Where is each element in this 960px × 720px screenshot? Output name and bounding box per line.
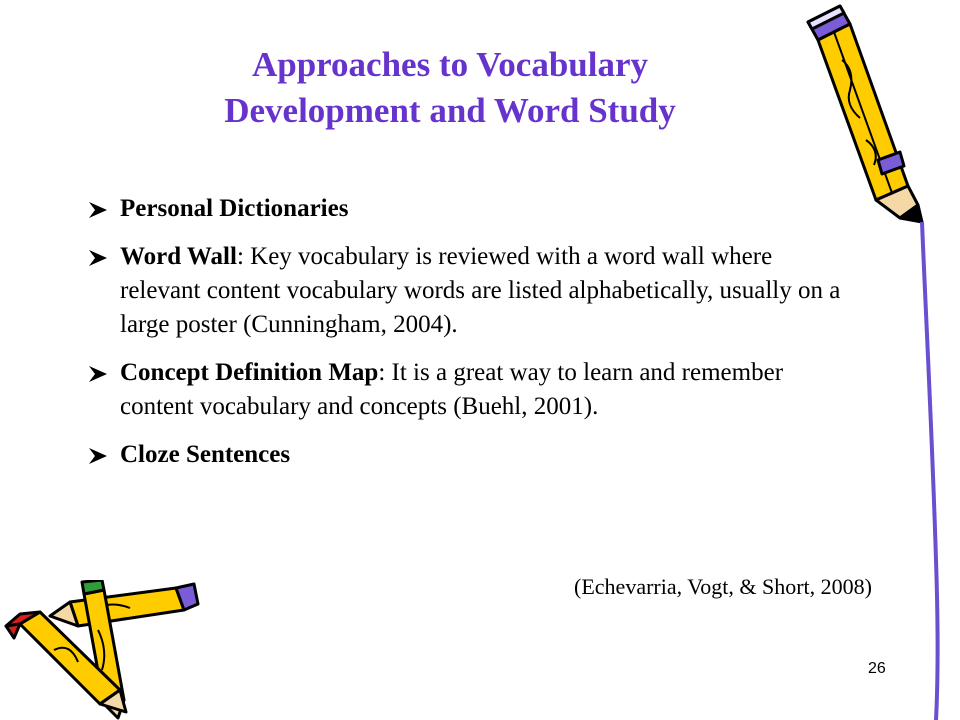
title-line-1: Approaches to Vocabulary	[251, 45, 649, 84]
bullet-item-personal-dictionaries	[88, 192, 848, 226]
bullet-item-word-wall	[88, 240, 848, 342]
bullet-item-cloze-sentences	[88, 438, 848, 472]
pencil-clipart-icon	[800, 0, 940, 720]
bullet-text: : It is a great way to learn and remember content vocabulary and concepts (Buehl, 2001).	[120, 359, 784, 420]
bullet-arrow-icon	[88, 447, 108, 465]
citation: (Echevarria, Vogt, & Short, 2008)	[574, 574, 872, 599]
bullet-text: : Key vocabulary is reviewed with a word wall where relevant content vocabulary words are listed alphabetically, usually on a large poster (Cunningham, 2004).	[120, 243, 841, 338]
slide-title	[120, 42, 780, 134]
pencil-clipart-icon	[0, 580, 200, 720]
bullet-term: Concept Definition Map	[120, 359, 379, 386]
bullet-arrow-icon	[88, 365, 108, 383]
bullet-list	[88, 192, 848, 486]
bullet-term: Personal Dictionaries	[120, 195, 349, 222]
title-line-2: Development and Word Study	[224, 91, 676, 130]
bullet-item-concept-definition-map	[88, 356, 848, 424]
bullet-term: Word Wall	[120, 243, 237, 270]
page-number: 26	[868, 660, 886, 677]
bullet-arrow-icon	[88, 201, 108, 219]
bullet-term: Cloze Sentences	[120, 441, 291, 468]
bullet-arrow-icon	[88, 249, 108, 267]
